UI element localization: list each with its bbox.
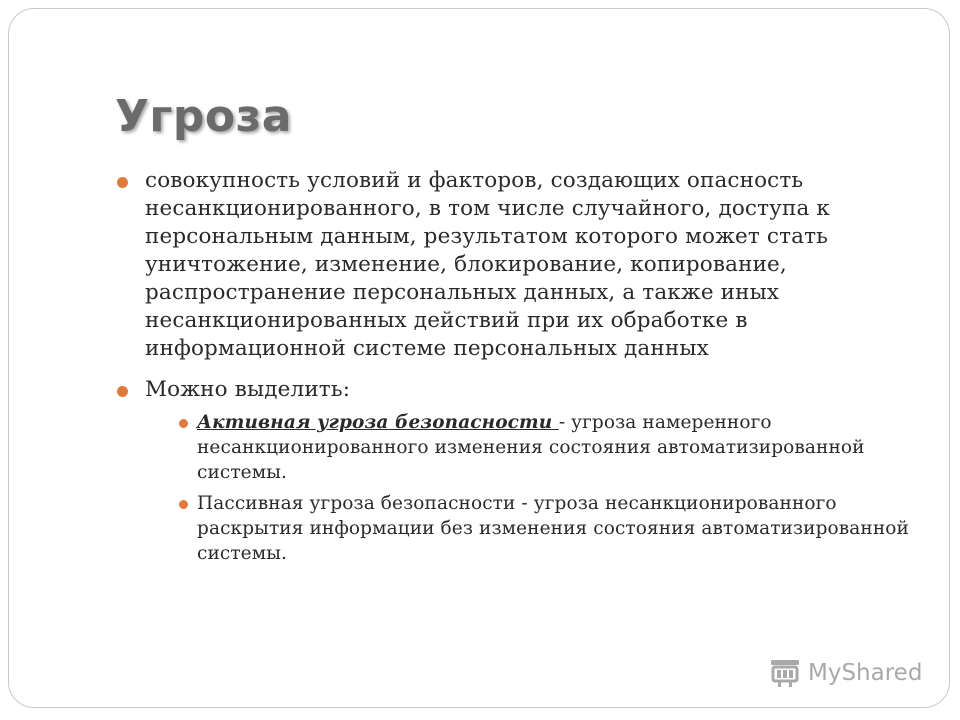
active-threat-definition: - угроза намеренного несанкционированного изменения состояния автоматизированной системы.: [197, 412, 865, 483]
sub-bullet-dot-icon: [179, 500, 188, 509]
slide-content: [115, 167, 915, 566]
bullet-can-distinguish: [115, 376, 915, 566]
bullet-text: Можно выделить:: [145, 377, 351, 402]
sub-bullet-dot-icon: [179, 419, 188, 428]
sub-bullet-passive-threat: [175, 491, 915, 566]
bullet-dot-icon: [117, 177, 128, 188]
passive-threat-text: Пассивная угроза безопасности - угроза несанкционированного раскрытия информации без изменения состояния автоматизированной системы.: [197, 493, 909, 564]
myshared-logo-icon: [768, 658, 802, 688]
bullet-definition: [115, 167, 915, 363]
active-threat-term: Активная угроза безопасности: [197, 412, 559, 433]
bullet-dot-icon: [117, 386, 128, 397]
bullet-text: совокупность условий и факторов, создающих опасность несанкционированного, в том числе случайного, доступа к персональным данным, результатом которого может стать уничтожение, изменение, блокирование, копирование, распространение персональных данных, а также иных несанкционированных действий при их обработке в информационной системе персональных данных: [145, 168, 830, 361]
slide-title: Угроза: [115, 91, 292, 142]
sub-bullet-active-threat: [175, 410, 915, 485]
sub-bullet-list: [145, 410, 915, 566]
slide: [8, 8, 950, 708]
watermark-text: MyShared: [808, 660, 923, 686]
myshared-watermark: [768, 658, 922, 688]
